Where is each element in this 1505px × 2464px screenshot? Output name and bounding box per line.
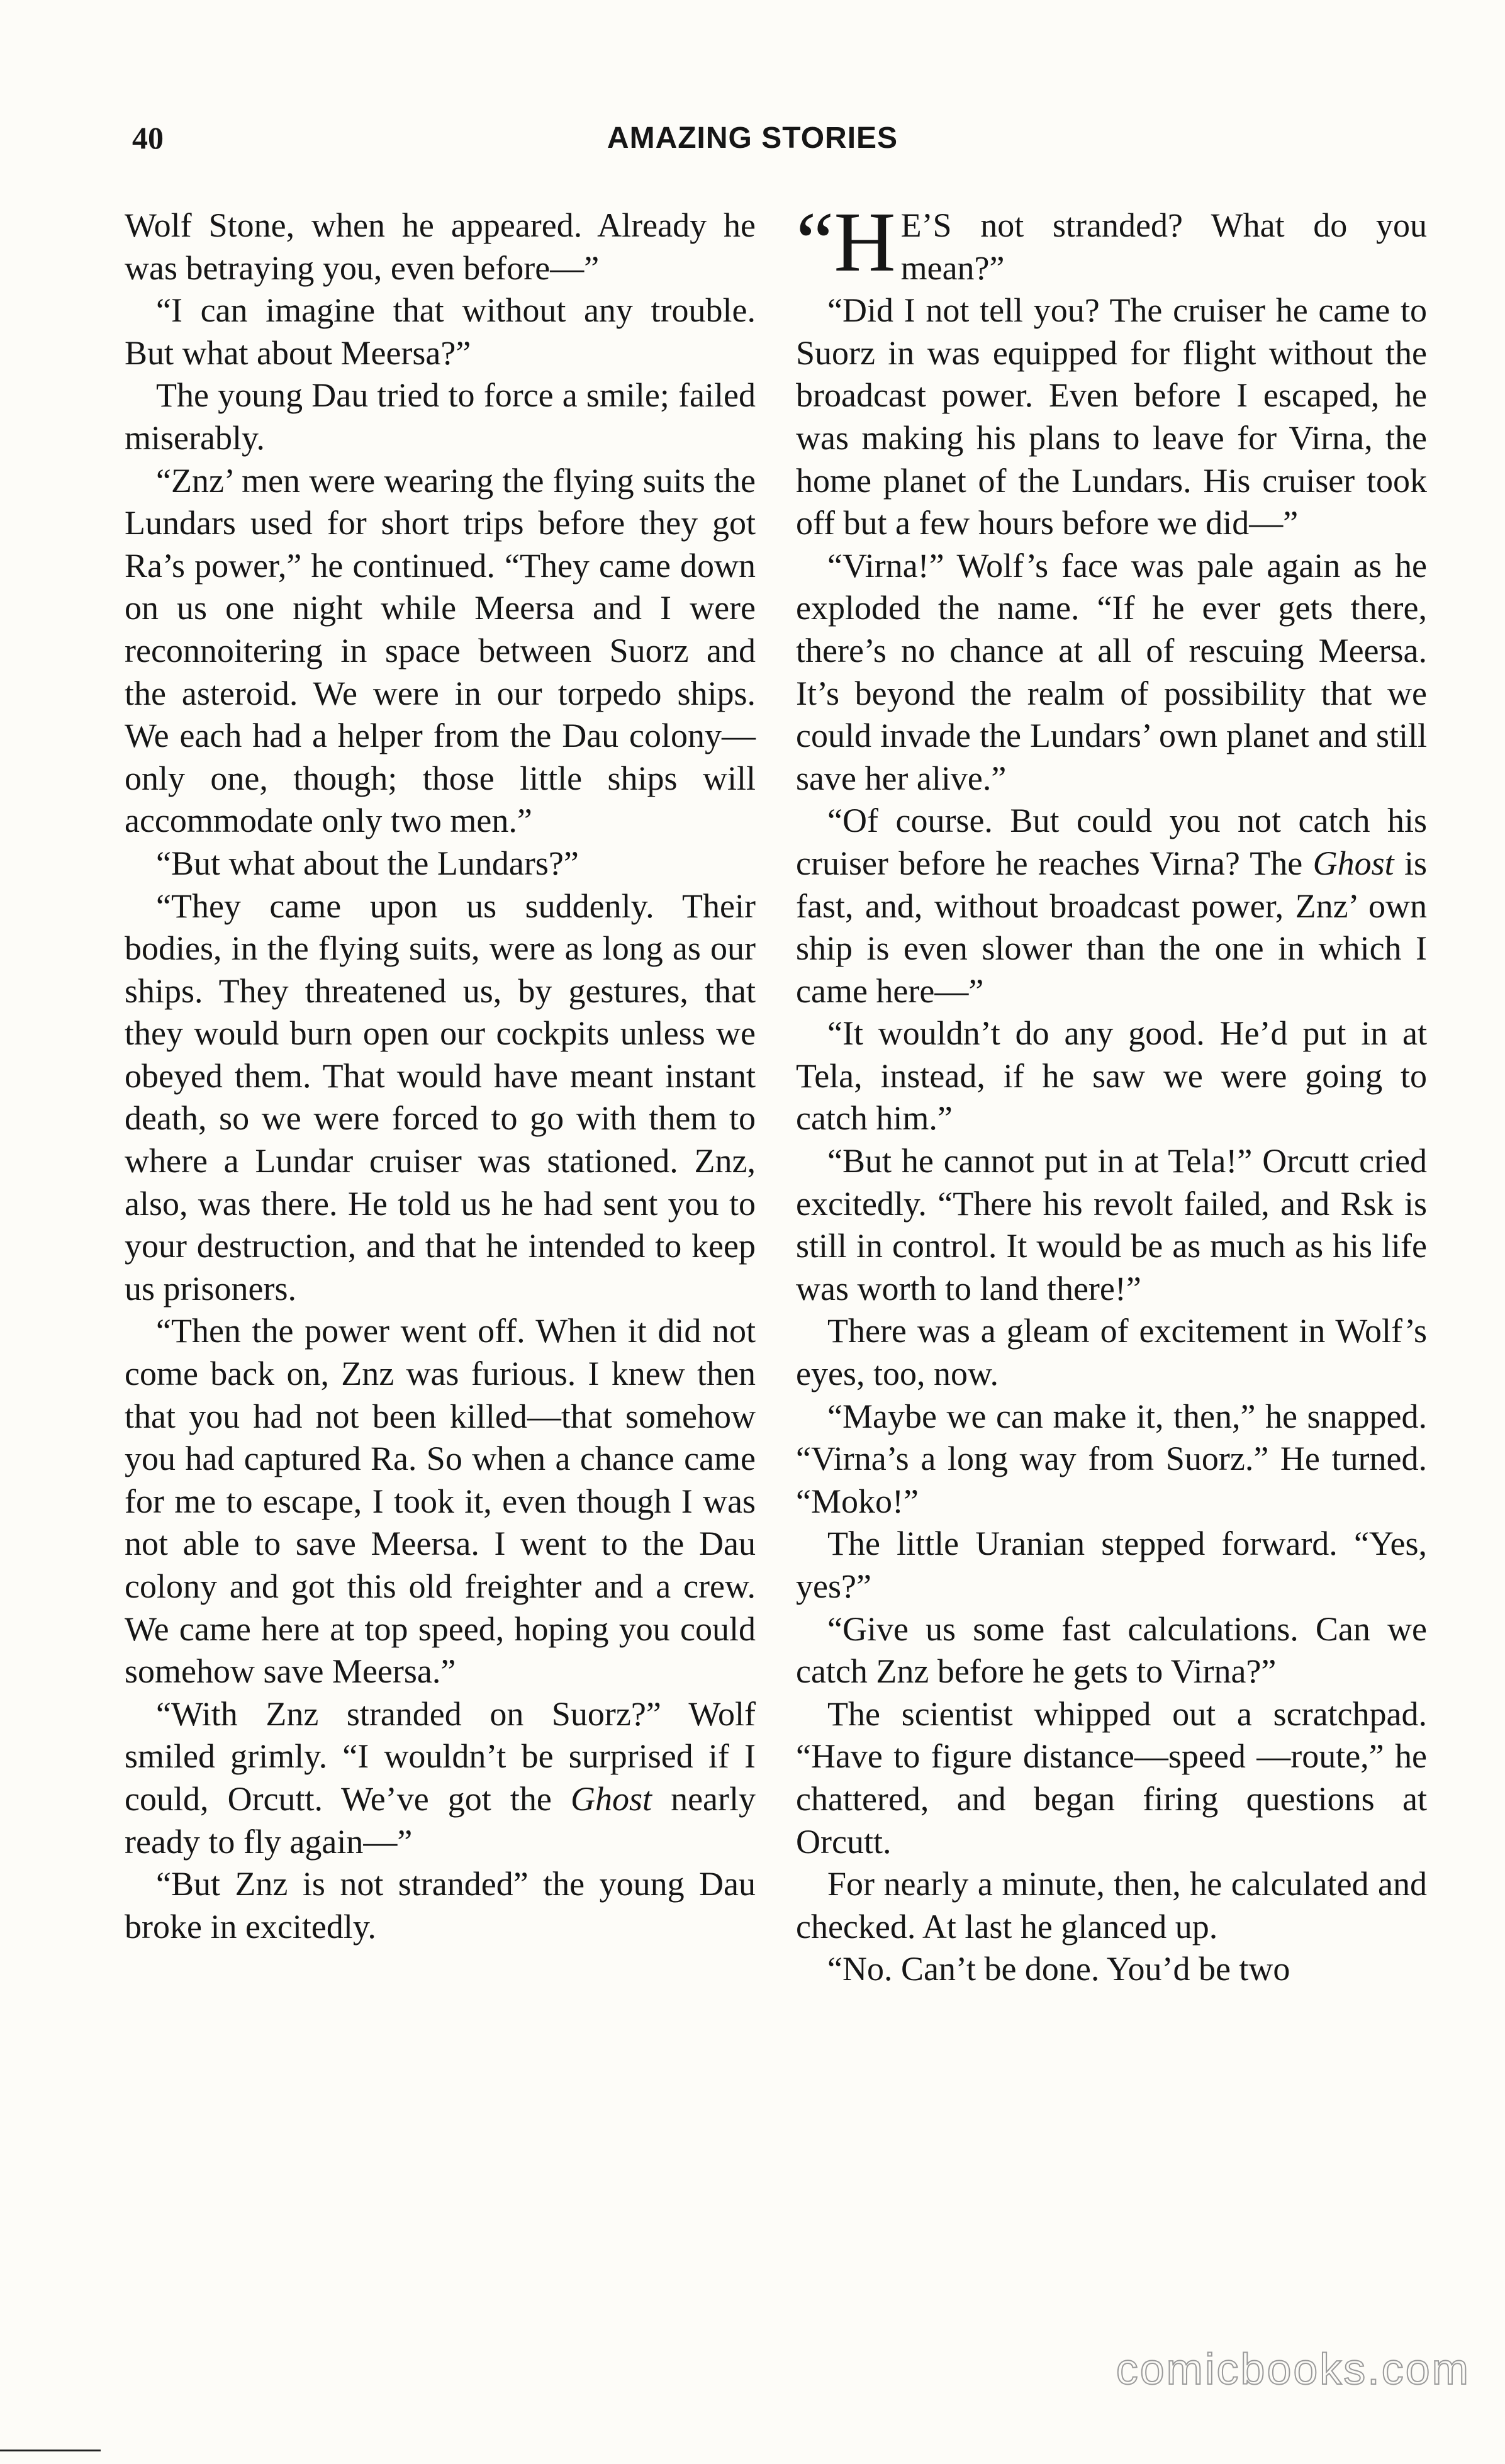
paragraph: “But what about the Lundars?”	[156, 844, 579, 882]
paragraph: Wolf Stone, when he appeared. Already he was betraying you, even before—”	[125, 206, 756, 287]
paragraph: “Did I not tell you? The cruiser he came to Suorz in was equipped for flight without the broadcast power. Even before I escaped, he was making his plans to leave for Virna, the home planet of the Lundars. His cruiser took off but a few hours before we did—”	[796, 291, 1427, 542]
opening-paragraph	[796, 195, 1427, 289]
paragraph: “But Znz is not stranded” the young Dau broke in excitedly.	[125, 1865, 756, 1946]
paragraph: “But he cannot put in at Tela!” Orcutt cried excitedly. “There his revolt failed, and Rsk is still in control. It would be as much as his life was worth to land there!”	[796, 1142, 1427, 1308]
paragraph: “With Znz stranded on Suorz?” Wolf smiled grimly. “I wouldn’t be surprised if I could, Orcutt. We’ve got the Ghost nearly ready to fly again—”	[125, 1694, 756, 1861]
paragraph: “Virna!” Wolf’s face was pale again as he exploded the name. “If he ever gets there, there’s no chance at all of rescuing Meersa. It’s beyond the realm of possibility that we could invade the Lundars’ own planet and still save her alive.”	[796, 546, 1427, 797]
ship-name: Ghost	[1312, 844, 1394, 882]
dropcap-letter: H	[834, 195, 896, 289]
paragraph: There was a gleam of excitement in Wolf’s eyes, too, now.	[796, 1312, 1427, 1393]
paragraph: “I can imagine that without any trouble. But what about Meersa?”	[125, 291, 756, 372]
page-number: 40	[132, 120, 164, 155]
paragraph: “Then the power went off. When it did not come back on, Znz was furious. I knew then that you had not been killed—that somehow you had captured Ra. So when a chance came for me to escape, I took it, even though I was not able to save Meersa. I went to the Dau colony and got this old freighter and a crew. We came here at top speed, hoping you could somehow save Meersa.”	[125, 1312, 756, 1691]
paragraph: “Of course. But could you not catch his cruiser before he reaches Virna? The Ghost is fast, and, without broadcast power, Znz’ own ship is even slower than the one in which I came here—”	[796, 802, 1427, 1010]
paragraph: The scientist whipped out a scratchpad. “Have to figure distance—speed —route,” he chattered, and began firing questions at Orcutt.	[796, 1694, 1427, 1861]
dropcap-quote: “	[796, 195, 834, 289]
scan-edge-mark	[0, 2450, 101, 2451]
running-title: AMAZING STORIES	[607, 121, 898, 155]
paragraph: “Znz’ men were wearing the flying suits the Lundars used for short trips before they got Ra’s power,” he continued. “They came down on us one night while Meersa and I were reconnoitering in space between Suorz and the asteroid. We were in our torpedo ships. We each had a helper from the Dau colony—only one, though; those little ships will accommodate only two men.”	[125, 461, 756, 840]
opening-paragraph-text: E’S not stranded? What do you mean?”	[900, 206, 1427, 287]
paragraph: “Maybe we can make it, then,” he snapped. “Virna’s a long way from Suorz.” He turned. “Moko!”	[796, 1397, 1427, 1520]
paragraph: The young Dau tried to force a smile; failed miserably.	[125, 376, 756, 457]
paragraph: “No. Can’t be done. You’d be two	[827, 1950, 1290, 1988]
paragraph: “It wouldn’t do any good. He’d put in at Tela, instead, if he saw we were going to catch him.”	[796, 1014, 1427, 1138]
ship-name: Ghost	[570, 1779, 652, 1818]
paragraph: The little Uranian stepped forward. “Yes, yes?”	[796, 1525, 1427, 1605]
left-column	[125, 204, 756, 1948]
paragraph: “They came upon us suddenly. Their bodies, in the flying suits, were as long as our ships. They threatened us, by gestures, that they would burn open our cockpits unless we obeyed them. That would have meant instant death, so we were forced to go with them to where a Lundar cruiser was stationed. Znz, also, was there. He told us he had sent you to your destruction, and that he intended to keep us prisoners.	[125, 887, 756, 1308]
watermark: comicbooks.com	[1116, 2344, 1470, 2394]
dropcap	[796, 195, 896, 289]
paragraph: “Give us some fast calculations. Can we catch Znz before he gets to Virna?”	[796, 1610, 1427, 1691]
right-column	[796, 195, 1427, 1991]
paragraph: For nearly a minute, then, he calculated and checked. At last he glanced up.	[796, 1865, 1427, 1946]
